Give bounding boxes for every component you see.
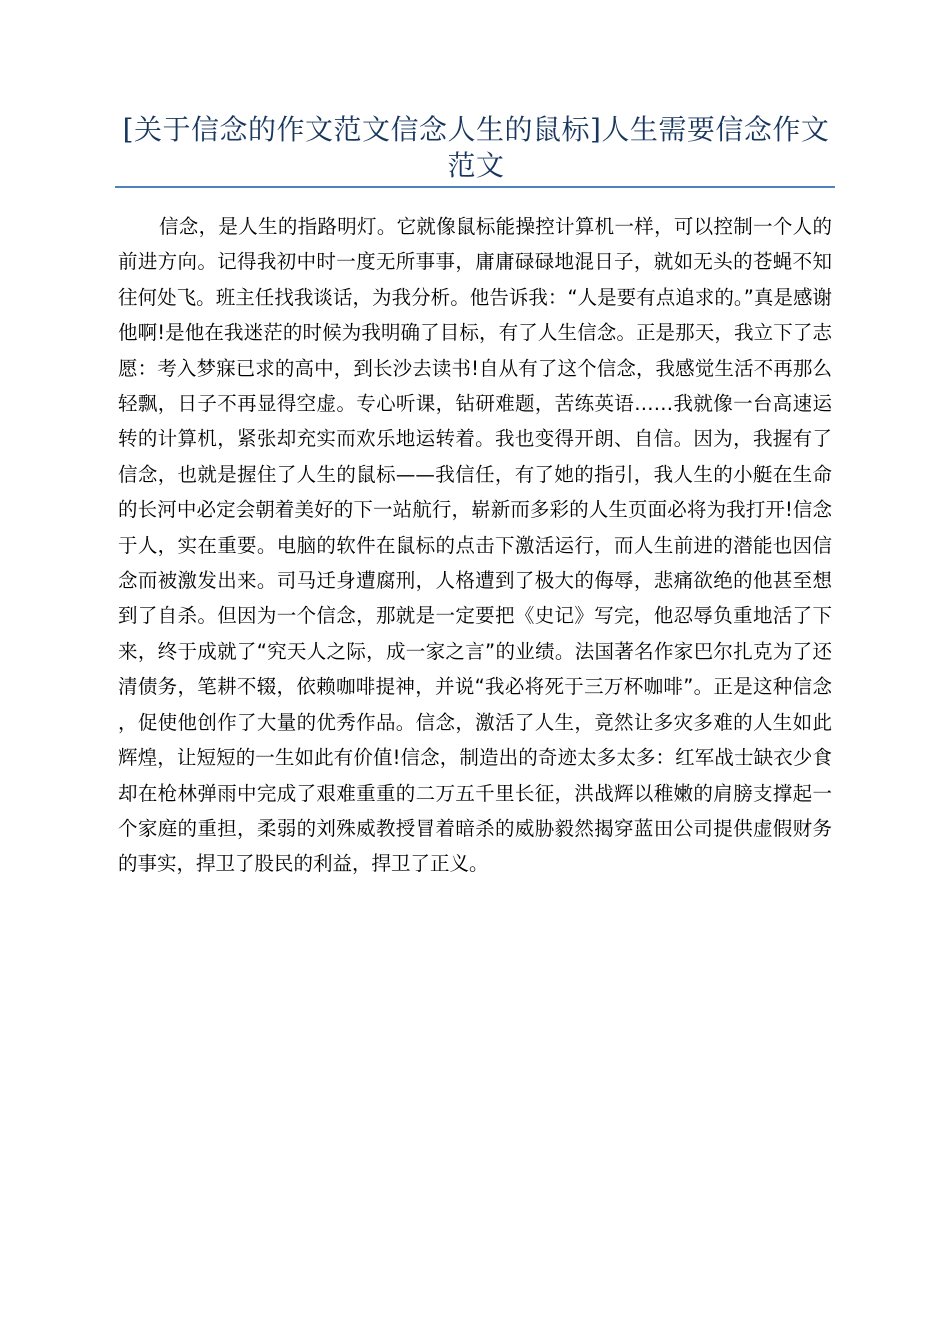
title-underline-divider: [115, 186, 835, 188]
document-title: [关于信念的作文范文信念人生的鼠标]人生需要信念作文范文: [122, 113, 830, 182]
body-paragraph: 信念，是人生的指路明灯。它就像鼠标能操控计算机一样，可以控制一个人的前进方向。记得我初中时一度无所事事，庸庸碌碌地混日子，就如无头的苍蝇不知往何处飞。班主任找我谈话，为我分析。他告诉我：“人是要有点追求的。”真是感谢他啊!是他在我迷茫的时候为我明确了目标，有了人生信念。正是那天，我立下了志愿：考入梦寐已求的高中，到长沙去读书!自从有了这个信念，我感觉生活不再那么轻飘，日子不再显得空虚。专心听课，钻研难题，苦练英语……我就像一台高速运转的计算机，紧张却充实而欢乐地运转着。我也变得开朗、自信。因为，我握有了信念，也就是握住了人生的鼠标——我信任，有了她的指引，我人生的小艇在生命的长河中必定会朝着美好的下一站航行，崭新而多彩的人生页面必将为我打开!信念于人，实在重要。电脑的软件在鼠标的点击下激活运行，而人生前进的潜能也因信念而被激发出来。司马迁身遭腐刑，人格遭到了极大的侮辱，悲痛欲绝的他甚至想到了自杀。但因为一个信念，那就是一定要把《史记》写完，他忍辱负重地活了下来，终于成就了“究天人之际，成一家之言”的业绩。法国著名作家巴尔扎克为了还清债务，笔耕不辍，依赖咖啡提神，并说“我必将死于三万杯咖啡”。正是这种信念，促使他创作了大量的优秀作品。信念，激活了人生，竟然让多灾多难的人生如此辉煌，让短短的一生如此有价值!信念，制造出的奇迹太多太多：红军战士缺衣少食却在枪林弹雨中完成了艰难重重的二万五千里长征，洪战辉以稚嫩的肩膀支撑起一个家庭的重担，柔弱的刘殊威教授冒着暗杀的威胁毅然揭穿蓝田公司提供虚假财务的事实，捍卫了股民的利益，捍卫了正义。: [118, 215, 832, 876]
